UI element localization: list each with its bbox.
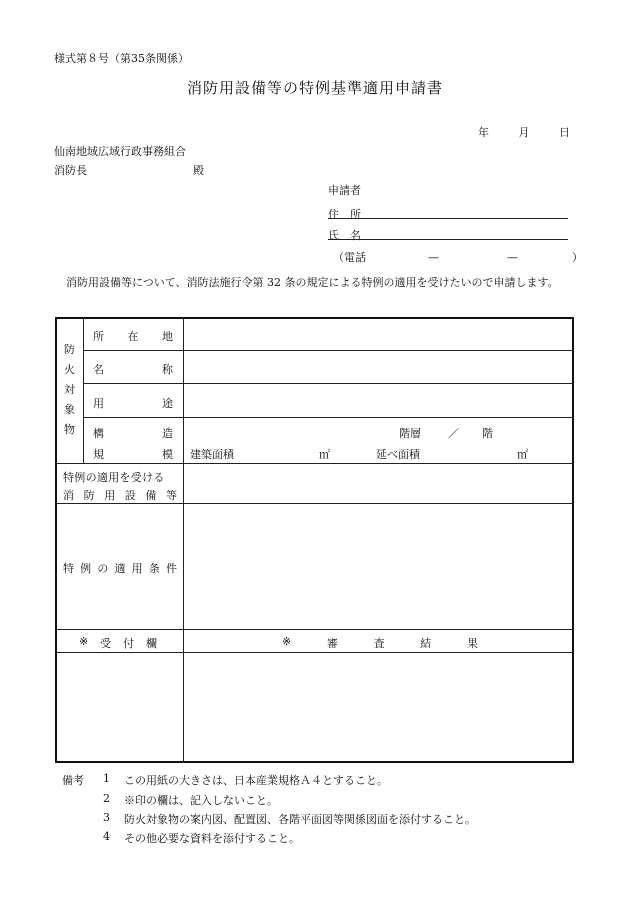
col-divider	[83, 319, 84, 463]
building-area-label: 建築面積	[190, 448, 234, 461]
floors-unit: 階	[482, 427, 493, 440]
label-char: 模	[162, 448, 173, 461]
label-char: 等	[165, 489, 177, 502]
floors-label: 階層	[399, 427, 421, 440]
label-char: 果	[466, 637, 478, 650]
address-field[interactable]	[328, 218, 568, 219]
label-char: 造	[162, 427, 173, 440]
form-number: 様式第８号（第35条関係）	[54, 52, 189, 65]
label-char: 査	[373, 637, 385, 650]
label-char: 欄	[145, 637, 157, 650]
special-equipment-field[interactable]	[184, 464, 574, 503]
address-label: 住 所	[328, 208, 361, 221]
label-char: 受	[100, 637, 112, 650]
object-name-field[interactable]	[184, 351, 574, 383]
note-number: 4	[103, 830, 110, 843]
label-char: 適	[114, 562, 126, 575]
note-text: この用紙の大きさは、日本産業規格Ａ４とすること。	[124, 774, 388, 787]
name-label: 氏 名	[328, 229, 361, 242]
scale-label	[93, 446, 173, 462]
label-char: 用	[104, 489, 116, 502]
phone-open: （電話	[333, 251, 366, 264]
date-month: 月	[518, 126, 530, 139]
label-char: ※	[282, 635, 292, 648]
review-result-field	[184, 653, 574, 763]
note-number: 2	[103, 792, 110, 805]
applicant-label: 申請者	[328, 184, 361, 197]
phone-dash-1: —	[428, 251, 439, 264]
label-char: 用	[93, 397, 104, 410]
label-char: 用	[131, 562, 143, 575]
row-divider	[57, 629, 574, 630]
location-field[interactable]	[184, 319, 574, 350]
name-field[interactable]	[328, 239, 568, 240]
date-year: 年	[478, 126, 489, 139]
total-floor-area-label: 延べ面積	[376, 448, 420, 461]
special-conditions-label	[63, 560, 177, 576]
note-text: その他必要な資料を添付すること。	[124, 832, 300, 845]
group-char: 対	[64, 383, 75, 396]
use-label	[93, 395, 173, 411]
phone-dash-2: —	[507, 251, 518, 264]
label-char: 防	[83, 489, 95, 502]
application-table	[55, 317, 574, 763]
special-equipment-line2	[63, 487, 177, 503]
note-text: 防火対象物の案内図、配置図、各階平面図等関係図面を添付すること。	[124, 813, 476, 826]
label-char: 地	[162, 330, 173, 343]
group-char: 火	[64, 363, 75, 376]
addressee-org: 仙南地域広域行政事務組合	[54, 145, 186, 158]
label-char: 例	[80, 562, 92, 575]
floors-slash: ／	[448, 427, 459, 440]
group-char: 象	[64, 403, 75, 416]
phone-close: ）	[572, 251, 583, 264]
location-label	[93, 328, 173, 344]
special-conditions-field[interactable]	[184, 504, 574, 629]
label-char: 途	[162, 397, 173, 410]
label-char: 規	[93, 448, 104, 461]
label-char: ※	[79, 635, 89, 648]
label-char: 消	[63, 489, 74, 502]
total-floor-area-unit: ㎡	[517, 448, 528, 461]
review-header	[282, 635, 478, 651]
structure-label	[93, 425, 173, 441]
special-equipment-line1: 特例の適用を受ける	[63, 471, 165, 484]
date-day: 日	[559, 126, 570, 139]
label-char: 名	[93, 363, 104, 376]
label-char: 所	[93, 330, 104, 343]
label-char: 特	[63, 562, 74, 575]
label-char: 備	[145, 489, 157, 502]
group-char: 物	[64, 423, 75, 436]
addressee-title: 消防長	[54, 164, 87, 177]
label-char: 設	[124, 489, 136, 502]
note-number: 1	[103, 772, 110, 785]
label-char: 付	[123, 637, 135, 650]
notes-heading: 備考	[62, 774, 84, 787]
name-label-cell	[93, 361, 173, 377]
label-char: 条	[148, 562, 160, 575]
fire-object-group-label	[64, 340, 78, 440]
reception-header	[79, 635, 157, 651]
label-char: 構	[93, 427, 104, 440]
note-number: 3	[103, 811, 110, 824]
label-char: 審	[326, 637, 338, 650]
label-char: の	[97, 562, 109, 575]
label-char: 件	[165, 562, 177, 575]
label-char: 結	[420, 637, 432, 650]
label-char: 在	[127, 330, 139, 343]
date-line	[478, 124, 570, 140]
building-area-unit: ㎡	[319, 448, 330, 461]
label-char: 称	[162, 363, 173, 376]
group-char: 防	[64, 343, 75, 356]
page-title: 消防用設備等の特例基準適用申請書	[186, 79, 443, 97]
note-text: ※印の欄は、記入しないこと。	[124, 794, 278, 807]
phone-field[interactable]	[333, 249, 583, 265]
use-field[interactable]	[184, 384, 574, 417]
honorific: 殿	[193, 164, 204, 177]
row-divider	[83, 417, 574, 418]
reception-field	[57, 653, 183, 763]
request-statement: 消防用設備等について、消防法施行令第 32 条の規定による特例の適用を受けたいので申請します。	[66, 276, 559, 289]
